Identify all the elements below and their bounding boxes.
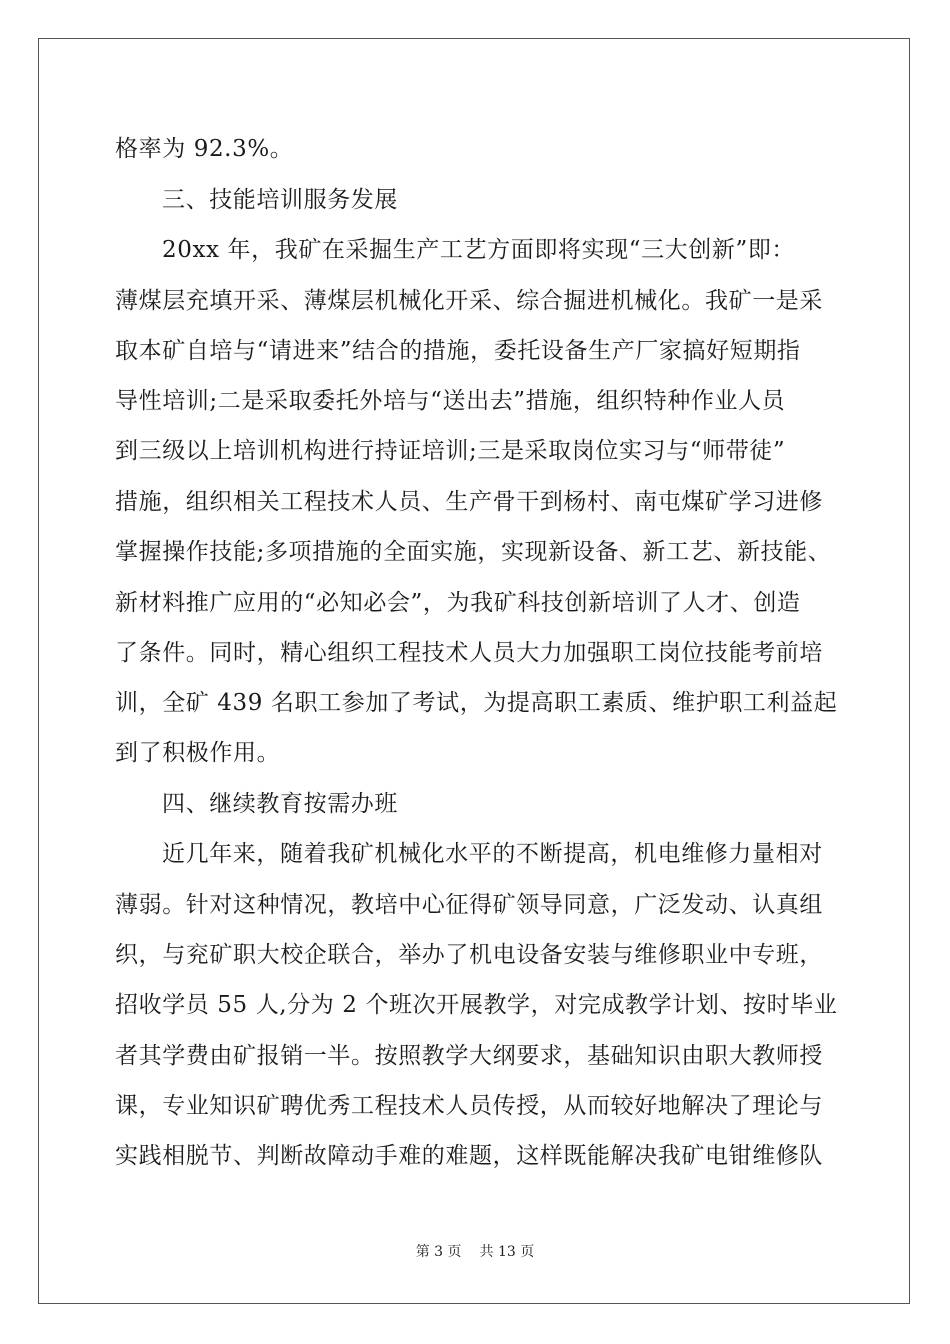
section-heading: 四、继续教育按需办班 [162,791,398,817]
body-line: 导性培训;二是采取委托外培与“送出去”措施，组织特种作业人员 [115,388,786,414]
body-line: 招收学员 55 人,分为 2 个班次开展教学，对完成教学计划、按时毕业 [115,992,838,1018]
body-line: 措施，组织相关工程技术人员、生产骨干到杨村、南屯煤矿学习进修 [115,489,823,515]
body-line: 到三级以上培训机构进行持证培训;三是采取岗位实习与“师带徒” [115,438,786,464]
body-line: 掌握操作技能;多项措施的全面实施，实现新设备、新工艺、新技能、 [115,539,832,565]
body-line: 薄煤层充填开采、薄煤层机械化开采、综合掘进机械化。我矿一是采 [115,288,823,314]
body-line: 近几年来，随着我矿机械化水平的不断提高，机电维修力量相对 [162,841,823,867]
body-line: 格率为 92.3%。 [115,136,294,162]
page-number: 第 3 页 [415,1244,462,1260]
body-line: 薄弱。针对这种情况，教培中心征得矿领导同意，广泛发动、认真组 [115,892,823,918]
body-line: 织，与兖矿职大校企联合，举办了机电设备安装与维修职业中专班， [115,942,823,968]
page-footer [0,1243,950,1261]
body-line: 取本矿自培与“请进来”结合的措施，委托设备生产厂家搞好短期指 [115,338,801,364]
body-line: 20xx 年，我矿在采掘生产工艺方面即将实现“三大创新”即： [162,237,796,263]
body-line: 到了积极作用。 [115,740,281,766]
body-line: 了条件。同时，精心组织工程技术人员大力加强职工岗位技能考前培 [115,640,823,666]
body-line: 实践相脱节、判断故障动手难的难题，这样既能解决我矿电钳维修队 [115,1143,823,1169]
body-line: 训，全矿 439 名职工参加了考试，为提高职工素质、维护职工利益起 [115,690,838,716]
body-line: 者其学费由矿报销一半。按照教学大纲要求，基础知识由职大教师授 [115,1043,823,1069]
body-line: 课，专业知识矿聘优秀工程技术人员传授，从而较好地解决了理论与 [115,1093,823,1119]
body-line: 新材料推广应用的“必知必会”，为我矿科技创新培训了人才、创造 [115,590,801,616]
page-total: 共 13 页 [479,1244,535,1260]
section-heading: 三、技能培训服务发展 [162,187,398,213]
